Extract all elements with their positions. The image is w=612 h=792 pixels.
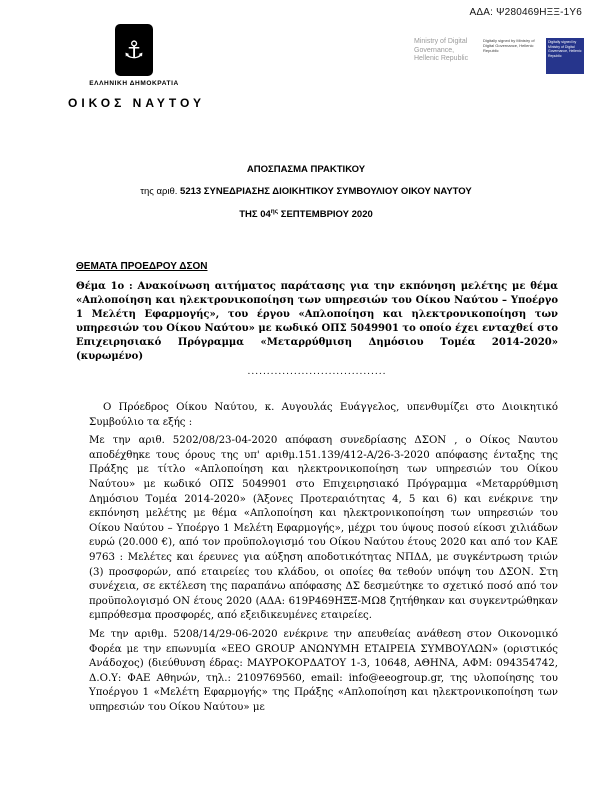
document-title: ΑΠΟΣΠΑΣΜΑ ΠΡΑΚΤΙΚΟΥ <box>246 164 366 175</box>
body-paragraph: Ο Πρόεδρος Οίκου Ναύτου, κ. Αυγουλάς Ευάγγελος, υπενθυμίζει στο Διοικητικό Συμβούλιο τα εξής : <box>89 402 558 428</box>
session-line <box>0 186 612 197</box>
subject-paragraph: Θέμα 1ο : Ανακοίνωση αιτήματος παράτασης για την εκπόνηση μελέτης με θέμα «Απλοποίηση και ηλεκτρονικοποίηση των υπηρεσιών του Οίκου Ναύτου – Υποέργο 1 Μελέτη Εφαρμογής», του έργου «Απλοποίηση και ηλεκτρονικοποίηση των υπηρεσιών του Οίκου Ναύτου» με κωδικό ΟΠΣ 5049901 το οποίο έχει ενταχθεί στο Επιχειρησιακό Πρόγραμμα «Μεταρρύθμιση Δημόσιου Τομέα 2014-2020» (κυρωμένο) <box>76 281 558 362</box>
signature-authority-label: Ministry of Digital Governance, Hellenic Republic <box>414 38 469 62</box>
session-date: ΤΗΣ $04^{\eta\varsigma}$ ΣΕΠΤΕΜΒΡΙΟΥ 2020 <box>239 208 373 221</box>
body-text <box>89 401 558 715</box>
session-line-prefix: της αριθ. <box>140 186 181 197</box>
signature-blue-stamp: Digitally signed by Ministry of Digital Governance, Hellenic Republic <box>546 38 584 74</box>
organization-header <box>68 24 206 110</box>
hellenic-republic-label: ΕΛΛΗΝΙΚΗ ΔΗΜΟΚΡΑΤΙΑ <box>89 80 179 87</box>
organization-name: ΟΙΚΟΣ ΝΑΥΤΟΥ <box>68 96 206 110</box>
body-paragraph: Με την αριθ. 5202/08/23-04-2020 απόφαση συνεδρίασης ΔΣΟΝ , ο Οίκος Ναυτου αποδέχθηκε τους όρους της υπ' αριθμ.151.139/412-Α/26-3-2020 απόφασης ένταξης της Πράξης με τίτλο «Απλοποίηση και ηλεκτρονικοποίηση των υπηρεσιών του Οίκου Ναύτου» με κωδικό ΟΠΣ 5049901 στο Επιχειρησιακό Πρόγραμμα «Μεταρρύθμιση Δημόσιου Τομέα 2014-2020» (Άξονες Προτεραιότητας 4, 5 και 6) και ενέκρινε την εκπόνηση μελέτης με θέμα «Απλοποίηση και ηλεκτρονικοποίηση των υπηρεσιών του Οίκου Ναύτου – Υποέργο 1 Μελέτη Εφαρμογής», μέχρι του ύψους ποσού είκοσι χιλιάδων ευρώ (20.000 €), από τον προϋπολογισμό του Οίκου Ναύτου έτους 2020 και από τον ΚΑΕ 9763 : Μελέτες και έρευνες για αύξηση αποδοτικότητας ΝΠΔΔ, με συγκέντρωση τριών (3) προσφορών, από εταιρείες του κλάδου, οι οποίες θα τεθούν υπόψη του ΔΣΟΝ. Στη συνέχεια, σε εκτέλεση της παραπάνω απόφασης ΔΣ δεσμεύτηκε το σχετικό ποσό από τον προϋπολογισμό ΟΝ έτους 2020 (ΑΔΑ: 619Ρ469ΗΞΞ-ΜΩ8 ζητήθηκαν και συγκεντρώθηκαν εμπρόθεσμα προσφορές, από εξειδικευμένες εταιρείες. <box>89 435 558 622</box>
section-heading: ΘΕΜΑΤΑ ΠΡΟΕΔΡΟΥ ΔΣΟΝ <box>76 261 208 272</box>
oikos-naftou-emblem <box>115 24 153 76</box>
ada-code: ΑΔΑ: Ψ280469ΗΞΞ-1Υ6 <box>469 7 582 18</box>
document-title-block <box>0 164 612 231</box>
digital-signature-stamp <box>414 38 586 74</box>
anchor-icon: ⚓ <box>123 36 145 64</box>
date-ordinal-superscript: ης <box>270 208 279 215</box>
body-paragraph: Με την αριθμ. 5208/14/29-06-2020 ενέκρινε την απευθείας ανάθεση στον Οικονομικό Φορέα με την επωνυμία «ΕΕΟ GROUP ΑΝΩΝΥΜΗ ΕΤΑΙΡΕΙΑ ΣΥΜΒΟΥΛΩΝ» (οριστικός Ανάδοχος) (διεύθυνση έδρας: ΜΑΥΡΟΚΟΡΔΑΤΟΥ 1-3, 10648, ΑΘΗΝΑ, ΑΦΜ: 094354742, Δ.Ο.Υ: ΦΑΕ Αθηνών, τηλ.: 2109769560, email: info@eeogroup.gr, της υλοποίησης του Υποέργου 1 «Μελέτη Εφαρμογής» της Πράξης «Απλοποίηση και ηλεκτρονικοποίηση των υπηρεσιών του Οίκου Ναύτου» με <box>89 628 558 713</box>
session-line-number: 5213 ΣΥΝΕΔΡΙΑΣΗΣ ΔΙΟΙΚΗΤΙΚΟΥ ΣΥΜΒΟΥΛΙΟΥ ΟΙΚΟΥ ΝΑΥΤΟΥ <box>180 186 472 197</box>
dotted-separator: .................................... <box>247 367 387 377</box>
signature-details-text: Digitally signed by Ministry of Digital Governance, Hellenic Republic <box>483 38 535 53</box>
document-content <box>76 261 558 715</box>
